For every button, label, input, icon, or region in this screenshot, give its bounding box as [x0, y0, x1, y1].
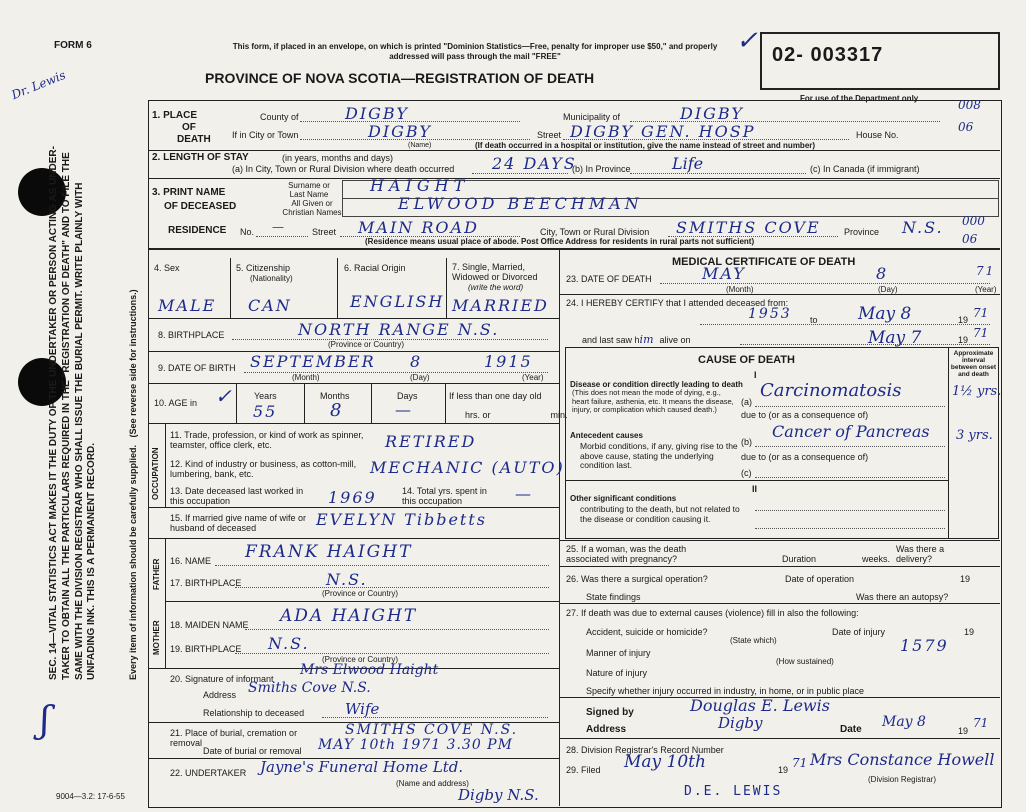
date-of-death-line: [660, 283, 990, 284]
manner-label: Manner of injury: [586, 648, 651, 658]
spouse-value: EVELYN Tibbetts: [316, 510, 487, 529]
sep-4-5: [230, 258, 231, 318]
less-day-label: If less than one day old: [449, 391, 542, 401]
stay-city-value: 24 DAYS: [492, 154, 577, 173]
name-hint: (Name): [408, 142, 432, 149]
manner-code-value: 1579: [900, 636, 949, 655]
cause-b-line: [755, 446, 945, 447]
date-of-death-label: 23. DATE OF DEATH: [566, 274, 652, 284]
antecedent-label: Antecedent causes: [570, 431, 643, 440]
age-sep-3: [371, 383, 372, 423]
father-name-value: FRANK HAIGHT: [245, 542, 413, 562]
sidebar-instructions: [48, 140, 99, 680]
operation-year-prefix: 19: [960, 574, 971, 584]
sex-label: 4. Sex: [154, 263, 180, 273]
divider-1: [148, 150, 1000, 151]
last-saw-label: and last saw him alive on: [582, 333, 691, 346]
mother-birthplace-hint: (Province or Country): [322, 655, 399, 664]
county-value: DIGBY: [345, 104, 409, 123]
divider-28: [559, 738, 1000, 739]
signer-date-label: Date: [840, 724, 862, 735]
spouse-label: 15. If married give name of wife or husband of deceased: [170, 513, 307, 533]
due-to-a: due to (or as a consequence of): [741, 410, 869, 420]
municipality-value: DIGBY: [680, 104, 744, 123]
nature-label: Nature of injury: [586, 668, 648, 678]
mother-vertical-label: MOTHER: [152, 620, 161, 655]
birthplace-label: 8. BIRTHPLACE: [158, 330, 225, 340]
informant-address-label: Address: [203, 690, 237, 700]
stay-province-label: (b) In Province: [572, 164, 631, 174]
informant-address-value: Smiths Cove N.S.: [248, 680, 371, 696]
relationship-value: Wife: [345, 700, 380, 718]
q25-label: 25. If a woman, was the death associated with pregnancy?: [566, 544, 687, 564]
interval-b-value: 3 yrs.: [956, 428, 993, 443]
occ-side-line: [165, 423, 166, 507]
registrar-signature: Mrs Constance Howell: [810, 750, 995, 769]
father-birthplace-hint: (Province or Country): [322, 589, 399, 598]
mother-birthplace-label: 19. BIRTHPLACE: [170, 644, 242, 654]
father-birthplace-label: 17. BIRTHPLACE: [170, 578, 242, 588]
approx-interval-label: Approximate interval between onset and death: [950, 350, 997, 378]
informant-value: Mrs Elwood Haight: [300, 662, 439, 678]
attend-line: [700, 324, 990, 325]
date-injury-label: Date of injury: [832, 627, 886, 637]
sidebar-note: [128, 289, 138, 680]
signer-date-value: May 8: [882, 714, 926, 730]
dob-day-hint: (Day): [410, 373, 430, 382]
other-line-1: [755, 510, 945, 511]
trade-value: RETIRED: [385, 432, 477, 451]
residence-street-value: MAIN ROAD: [358, 218, 479, 237]
father-vertical-label: FATHER: [152, 558, 161, 590]
disease-head-label: Disease or condition directly leading to death: [570, 380, 743, 389]
alive-year-value: 71: [973, 326, 989, 340]
date-operation-label: Date of operation: [785, 574, 855, 584]
stay-canada-label: (c) In Canada (if immigrant): [810, 164, 920, 174]
medical-certificate-title: MEDICAL CERTIFICATE OF DEATH: [672, 256, 856, 268]
length-hint: (in years, months and days): [282, 153, 394, 163]
signed-by-value: Douglas E. Lewis: [690, 696, 830, 715]
division-registrar-hint: (Division Registrar): [868, 775, 937, 784]
certify-label: 24. I HEREBY CERTIFY that I attended deceased from:: [566, 298, 789, 308]
alive-year-prefix: 19: [958, 335, 969, 345]
age-sep-2: [304, 383, 305, 423]
undertaker-address-value: Digby N.S.: [458, 786, 539, 804]
other-line-2: [755, 528, 945, 529]
sep-5-6: [337, 258, 338, 318]
specify-label: Specify whether injury occurred in industry, in home, or in public place: [586, 686, 864, 696]
alive-line: [740, 344, 990, 345]
surname-value: HAIGHT: [370, 176, 470, 195]
margin-note-doctor: Dr. Lewis: [9, 67, 68, 103]
institution-note: (If death occurred in a hospital or institution, give the name instead of street and number): [475, 141, 816, 150]
divider-25: [559, 540, 1000, 541]
mother-birthplace-line: [235, 653, 549, 654]
death-year-hint: (Year): [975, 285, 997, 294]
residence-note: (Residence means usual place of abode. Post Office Address for residents in rural parts not sufficient): [365, 237, 755, 246]
divider-27: [559, 603, 1000, 604]
hrs-min-label: hrs. or min.: [465, 410, 568, 420]
marital-hint: (write the word): [468, 283, 524, 292]
residence-province-label: Province: [844, 227, 880, 237]
signer-address-value: Digby: [718, 714, 763, 732]
age-days-value: —: [395, 400, 413, 419]
county-label: County of: [260, 112, 299, 122]
racial-value: ENGLISH: [350, 292, 445, 311]
registration-number-box: [760, 32, 1000, 90]
father-name-line: [215, 565, 549, 566]
burial-place-value: SMITHS COVE N.S.: [345, 722, 519, 738]
duration-label: Duration: [782, 554, 817, 564]
years-spent-label: 14. Total yrs. spent in this occupation: [402, 486, 487, 506]
residence-city-label: City, Town or Rural Division: [540, 227, 650, 237]
house-no-label: House No.: [856, 130, 899, 140]
residence-province-value: N.S.: [902, 218, 944, 237]
filed-date-value: May 10th: [624, 752, 706, 772]
filed-year-prefix: 19: [778, 765, 789, 775]
marital-label: 7. Single, Married, Widowed or Divorced: [452, 262, 538, 282]
envelope-note: This form, if placed in an envelope, on which is printed "Dominion Statistics—Free, penalty for improper use $50," and properly addressed will pass through the mail "FREE": [232, 42, 718, 61]
part-ii-label: II: [752, 484, 758, 494]
code-008: 008: [958, 98, 981, 112]
age-mark: ✓: [215, 384, 232, 408]
residence-street-label: Street: [312, 227, 337, 237]
cause-a-line: [755, 406, 945, 407]
department-use-label: For use of the Department only: [800, 94, 919, 103]
mother-birthplace-value: N.S.: [268, 634, 310, 653]
age-years-value: 55: [253, 402, 278, 421]
street-value: DIGBY GEN. HOSP: [570, 122, 756, 141]
how-sustained-hint: (How sustained): [776, 657, 834, 666]
q29-label: 29. Filed: [566, 765, 601, 775]
cause-b-label: (b): [741, 437, 752, 447]
undertaker-value: Jayne's Funeral Home Ltd.: [260, 758, 464, 776]
injury-year-prefix: 19: [964, 627, 975, 637]
dob-day-value: 8: [410, 352, 423, 371]
residence-city-value: SMITHS COVE: [676, 218, 821, 237]
signer-address-label: Address: [586, 724, 627, 735]
given-names-value: ELWOOD BEECHMAN: [398, 194, 643, 213]
residence-no-label: No.: [240, 227, 255, 237]
burial-date-value: MAY 10th 1971 3.30 PM: [318, 737, 513, 753]
state-which-hint: (State which): [730, 636, 777, 645]
signer-year-value: 71: [973, 716, 989, 730]
occupation-vertical-label: OCCUPATION: [151, 447, 160, 500]
death-year-value: 71: [976, 264, 996, 278]
divider-occ: [148, 423, 559, 424]
informant-label: 20. Signature of informant: [170, 674, 274, 684]
residence-no-value: —: [272, 220, 284, 234]
dob-month-hint: (Month): [292, 373, 320, 382]
cause-c-label: (c): [741, 468, 752, 478]
attend-from-value: 1953: [748, 306, 792, 322]
check-mark: ✓: [736, 26, 758, 56]
city-town-label: If in City or Town: [232, 130, 299, 140]
place-of-death-label: 1. PLACE OF DEATH: [152, 110, 211, 145]
findings-label: State findings: [586, 592, 641, 602]
birthplace-value: NORTH RANGE N.S.: [298, 320, 500, 339]
interval-a-value: 1½ yrs.: [952, 384, 1002, 399]
divider-26: [559, 566, 1000, 567]
death-day-hint: (Day): [878, 285, 898, 294]
age-months-label: Months: [320, 391, 350, 401]
age-years-label: Years: [254, 391, 277, 401]
divider-mother: [165, 601, 559, 602]
attend-year-prefix: 19: [958, 315, 969, 325]
q26-label: 26. Was there a surgical operation?: [566, 574, 708, 584]
citizenship-value: CAN: [248, 296, 292, 315]
surname-label: Surname or Last Name: [288, 181, 330, 199]
birthplace-hint: (Province or Country): [328, 340, 405, 349]
age-months-value: 8: [330, 400, 344, 421]
attend-to-value: May 8: [858, 304, 912, 324]
print-name-label: 3. PRINT NAME OF DECEASED: [152, 187, 237, 212]
divider-2: [148, 178, 1000, 179]
sex-value: MALE: [158, 296, 217, 315]
cause-title: CAUSE OF DEATH: [698, 354, 795, 366]
disease-note: (This does not mean the mode of dying, e.g., heart failure, asthenia, etc. It means the disease, injury, or complication which caused death.): [572, 388, 734, 414]
cause-a-value: Carcinomatosis: [760, 380, 902, 401]
stay-province-value: Life: [672, 154, 704, 173]
burial-place-label: 21. Place of burial, cremation or removal: [170, 728, 298, 748]
father-birthplace-value: N.S.: [326, 570, 368, 589]
attend-to-label: to: [810, 315, 818, 325]
dob-month-value: SEPTEMBER: [250, 352, 376, 371]
sep-6-7: [446, 258, 447, 318]
dob-line: [244, 372, 548, 373]
q27-label: 27. If death was due to external causes (violence) fill in also the following:: [566, 608, 859, 618]
mother-maiden-value: ADA HAIGHT: [280, 606, 418, 626]
death-month-hint: (Month): [726, 285, 754, 294]
cause-c-line: [755, 477, 945, 478]
dob-year-hint: (Year): [522, 373, 544, 382]
sidebar-text: SEC. 14—VITAL STATISTICS ACT MAKES IT THE DUTY OF THE UNDERTAKER OR PERSON ACTING AS UNDER-TAKER TO OBTAIN ALL THE PARTICULARS REQUIRED IN THE "REGISTRATION OF DEATH" AND TO FILE THE SAME WITH THE DIVISION REGISTRAR WHO SHALL ISSUE THE BURIAL PERMIT. WRITE PLAINLY WITH UNFADING INK. THIS IS A PERMANENT RECORD.: [48, 146, 98, 680]
alive-date-value: May 7: [868, 328, 922, 348]
age-sep-1: [236, 383, 237, 423]
code-06: 06: [958, 120, 974, 134]
cause-ii-divider: [566, 480, 948, 481]
sidebar-note2-text: (See reverse side for instructions.): [128, 289, 138, 438]
filed-year-value: 71: [792, 756, 808, 770]
column-divider: [559, 250, 560, 806]
stay-city-label: (a) In City, Town or Rural Division where death occurred: [232, 164, 455, 174]
code-000: 000: [962, 214, 985, 228]
code-06b: 06: [962, 232, 978, 246]
interval-divider: [948, 348, 949, 538]
dob-year-value: 1915: [484, 352, 533, 371]
undertaker-label: 22. UNDERTAKER: [170, 768, 247, 778]
residence-no-line: [256, 236, 308, 237]
form-number: FORM 6: [54, 40, 92, 51]
last-worked-value: 1969: [328, 488, 377, 507]
margin-signature-mark: ʃ: [40, 700, 50, 741]
street-label: Street: [537, 130, 562, 140]
part-i-label: I: [754, 370, 757, 380]
other-significant-note: contributing to the death, but not related to the disease or condition causing it.: [580, 504, 740, 524]
divider-row10: [148, 383, 559, 384]
cause-b-value: Cancer of Pancreas: [772, 422, 930, 441]
print-code: 9004—3.2: 17-6-55: [56, 792, 125, 801]
municipality-label: Municipality of: [563, 112, 621, 122]
years-spent-value: —: [515, 484, 533, 503]
nationality-hint: (Nationality): [250, 274, 293, 283]
due-to-b: due to (or as a consequence of): [741, 452, 869, 462]
sidebar-note-text: Every item of information should be carefully supplied.: [128, 444, 138, 680]
cause-a-label: (a): [741, 397, 752, 407]
other-significant-label: Other significant conditions: [570, 494, 677, 503]
attend-year-value: 71: [973, 306, 989, 320]
last-worked-label: 13. Date deceased last worked in this occupation: [170, 486, 304, 506]
divider-father: [148, 538, 559, 539]
age-sep-4: [445, 383, 446, 423]
parent-side-line: [165, 538, 166, 668]
divider-row8: [148, 318, 559, 319]
registration-number: 02- 003317: [772, 44, 884, 66]
industry-label: 12. Kind of industry or business, as cotton-mill, lumbering, bank, etc.: [170, 459, 357, 479]
divider-15: [148, 507, 559, 508]
burial-date-label: Date of burial or removal: [203, 746, 302, 756]
weeks-label: weeks.: [862, 554, 891, 564]
marital-value: MARRIED: [452, 296, 549, 315]
signer-year-prefix: 19: [958, 726, 969, 736]
divider-3: [148, 248, 1000, 250]
stay-city-line: [472, 173, 568, 174]
accident-label: Accident, suicide or homicide?: [586, 627, 708, 637]
father-birthplace-line: [235, 587, 549, 588]
mother-maiden-line: [245, 629, 549, 630]
antecedent-note: Morbid conditions, if any, giving rise to the above cause, stating the underlying condition last.: [580, 441, 738, 470]
industry-value: MECHANIC (AUTO): [370, 458, 565, 477]
racial-label: 6. Racial Origin: [344, 263, 406, 273]
autopsy-label: Was there an autopsy?: [856, 592, 949, 602]
age-days-label: Days: [397, 391, 418, 401]
death-month-value: MAY: [702, 264, 746, 283]
divider-24: [559, 294, 1000, 295]
length-of-stay-label: 2. LENGTH OF STAY: [152, 152, 249, 163]
death-day-value: 8: [876, 264, 889, 283]
citizenship-label: 5. Citizenship: [236, 263, 291, 273]
signed-by-label: Signed by: [586, 707, 634, 718]
stay-province-line: [630, 173, 806, 174]
undertaker-hint: (Name and address): [396, 779, 469, 788]
stamp-name: D.E. LEWIS: [684, 784, 783, 799]
father-name-label: 16. NAME: [170, 556, 212, 566]
relationship-label: Relationship to deceased: [203, 708, 305, 718]
given-names-label: All Given or Christian Names: [282, 199, 342, 217]
mother-maiden-label: 18. MAIDEN NAME: [170, 620, 249, 630]
city-town-value: DIGBY: [368, 122, 432, 141]
form-title: PROVINCE OF NOVA SCOTIA—REGISTRATION OF DEATH: [205, 70, 595, 86]
dob-label: 9. DATE OF BIRTH: [158, 363, 236, 373]
trade-label: 11. Trade, profession, or kind of work as spinner, teamster, office clerk, etc.: [170, 430, 364, 450]
delivery-label: Was there a delivery?: [896, 544, 945, 564]
age-label: 10. AGE in: [154, 398, 198, 408]
residence-label: RESIDENCE: [168, 225, 227, 236]
q28-label: 28. Division Registrar's Record Number: [566, 745, 724, 755]
